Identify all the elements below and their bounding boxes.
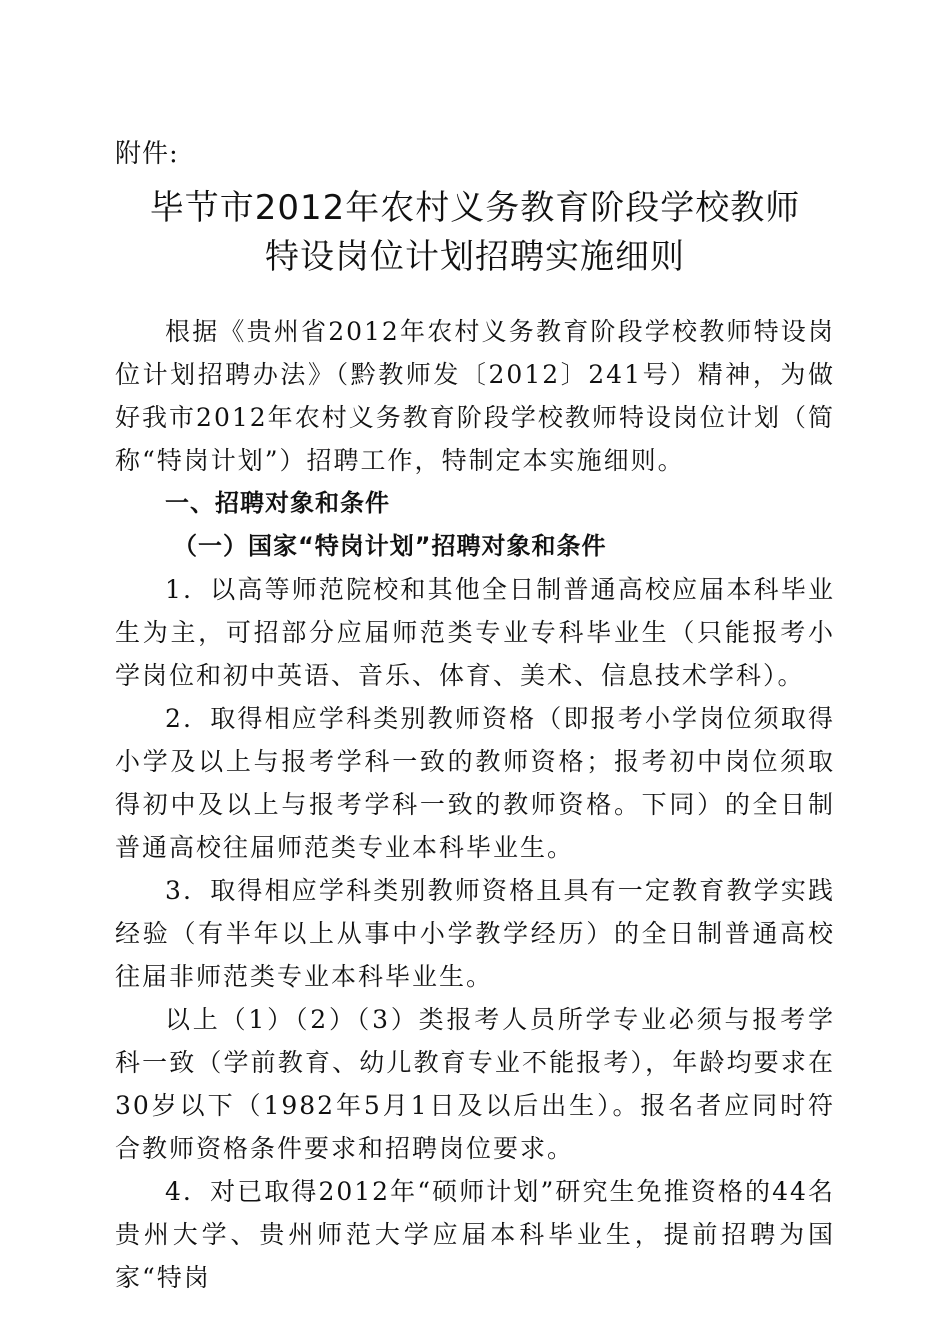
condition-item-2: 2．取得相应学科类别教师资格（即报考小学岗位须取得小学及以上与报考学科一致的教师资格；报考初中岗位须取得初中及以上与报考学科一致的教师资格。下同）的全日制普通高校往届师范类专业本科毕业生。 (115, 704, 835, 862)
intro-paragraph: 根据《贵州省2012年农村义务教育阶段学校教师特设岗位计划招聘办法》（黔教师发〔2012〕241号）精神，为做好我市2012年农村义务教育阶段学校教师特设岗位计划（简称“特岗计划”）招聘工作，特制定本实施细则。 (115, 317, 835, 475)
subsection-heading: （一）国家“特岗计划”招聘对象和条件 (173, 532, 607, 560)
condition-item-1: 1．以高等师范院校和其他全日制普通高校应届本科毕业生为主，可招部分应届师范类专业专科毕业生（只能报考小学岗位和初中英语、音乐、体育、美术、信息技术学科）。 (115, 575, 835, 690)
attachment-label: 附件: (115, 139, 179, 169)
document-body (115, 310, 835, 1299)
section-heading: 一、招聘对象和条件 (165, 489, 390, 517)
document-title-line-2: 特设岗位计划招聘实施细则 (265, 237, 685, 277)
document-title-line-1: 毕节市2012年农村义务教育阶段学校教师 (149, 188, 801, 228)
condition-item-4: 4．对已取得2012年“硕师计划”研究生免推资格的44名贵州大学、贵州师范大学应届本科毕业生，提前招聘为国家“特岗 (115, 1177, 835, 1292)
condition-item-3: 3．取得相应学科类别教师资格且具有一定教育教学实践经验（有半年以上从事中小学教学经历）的全日制普通高校往届非师范类专业本科毕业生。 (115, 876, 835, 991)
age-requirement-note: 以上（1）（2）（3）类报考人员所学专业必须与报考学科一致（学前教育、幼儿教育专业不能报考），年龄均要求在30岁以下（1982年5月1日及以后出生）。报名者应同时符合教师资格条件要求和招聘岗位要求。 (115, 1005, 835, 1163)
